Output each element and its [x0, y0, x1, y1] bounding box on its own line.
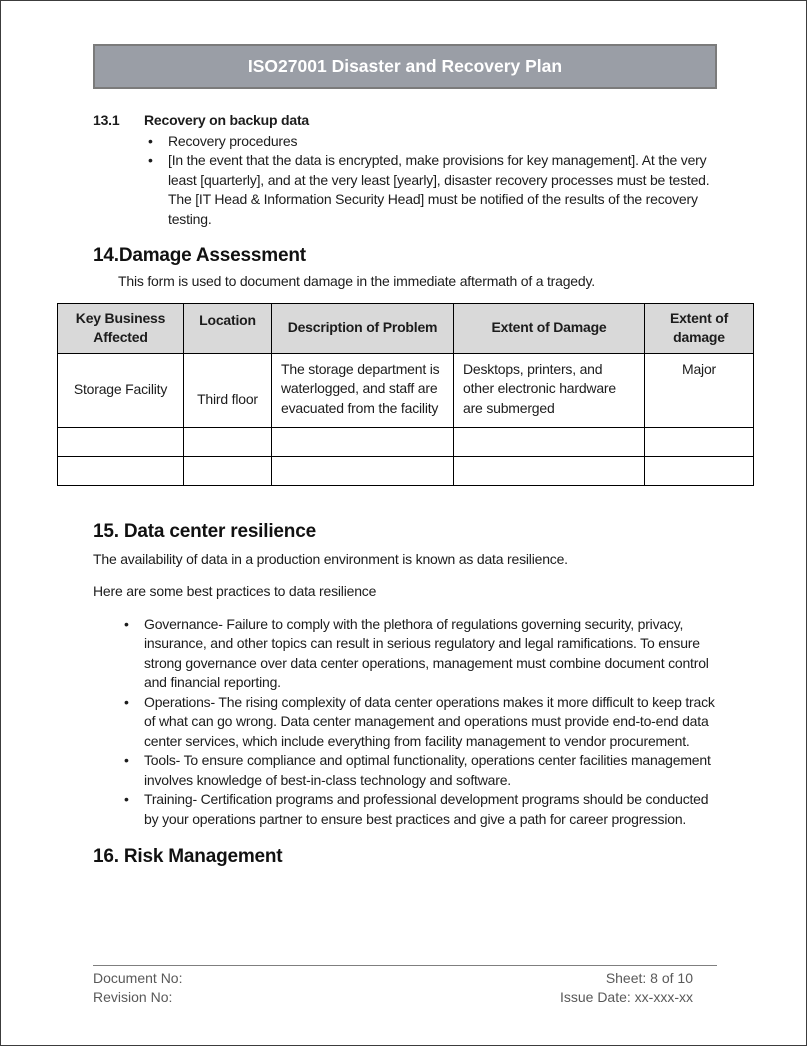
cell-extent-damage: Desktops, printers, and other electronic hardware are submerged: [454, 353, 645, 427]
table-row: [58, 353, 754, 427]
empty-cell: [58, 456, 184, 485]
damage-assessment-table: [57, 303, 754, 486]
revision-no-label: Revision No:: [93, 988, 173, 1005]
table-row: [58, 427, 754, 456]
list-item: • Training- Certification programs and professional development programs should be conducted by your operations partner to ensure best practices and give a path for career progression.: [123, 790, 717, 829]
footer-divider: [93, 965, 717, 966]
list-item: • Tools- To ensure compliance and optimal functionality, operations center facilities management involves knowledge of best-in-class technology and software.: [123, 751, 717, 790]
section-15-bullet-list: [123, 615, 717, 830]
section-15-paragraph: Here are some best practices to data resilience: [93, 583, 377, 599]
table-header-extent-damage: Extent of Damage: [454, 303, 645, 353]
document-title-banner: [93, 44, 717, 89]
empty-cell: [645, 456, 754, 485]
list-item: • [In the event that the data is encrypted, make provisions for key management]. At the very least [quarterly], and at the very least [yearly], disaster recovery processes must be tested. The [IT Head & Information Security Head] must be notified of the results of the recovery testing.: [147, 151, 717, 229]
section-13-1-heading: [93, 111, 717, 131]
section-15-paragraph: The availability of data in a production environment is known as data resilience.: [93, 550, 568, 567]
cell-description: The storage department is waterlogged, and staff are evacuated from the facility: [272, 353, 454, 427]
document-no-label: Document No:: [93, 970, 183, 986]
empty-cell: [272, 427, 454, 456]
footer-left: [93, 969, 182, 1006]
empty-cell: [645, 427, 754, 456]
list-item: • Governance- Failure to comply with the plethora of regulations governing security, privacy, insurance, and other topics can result in serious regulatory and legal ramifications. To ensure strong governance over data center operations, management must combine document control and financial reporting.: [123, 615, 717, 693]
section-13-1-number: 13.1: [93, 112, 120, 128]
cell-key-business: Storage Facility: [58, 353, 184, 427]
section-13-1-title: Recovery on backup data: [144, 112, 310, 128]
document-content: [1, 1, 806, 869]
issue-date: Issue Date: xx-xxx-xx: [559, 988, 693, 1005]
table-header-location: Location: [184, 303, 272, 353]
empty-cell: [184, 427, 272, 456]
footer-right: [560, 969, 717, 1006]
cell-extent-damage-2: Major: [645, 353, 754, 427]
section-14-intro: This form is used to document damage in the immediate aftermath of a tragedy.: [118, 273, 595, 289]
empty-cell: [58, 427, 184, 456]
table-row: [58, 456, 754, 485]
section-14-heading: 14.Damage Assessment: [93, 245, 306, 266]
list-item: • Operations- The rising complexity of data center operations makes it more difficult to keep track of what can go wrong. Data center management and operations must provide end-to-end data center services, which include everything from facility management to vendor procurement.: [123, 693, 717, 752]
cell-location: Third floor: [184, 353, 272, 427]
table-header-description: Description of Problem: [272, 303, 454, 353]
footer-columns: [93, 969, 717, 1006]
table-header-key-business: Key Business Affected: [58, 303, 184, 353]
empty-cell: [184, 456, 272, 485]
empty-cell: [272, 456, 454, 485]
empty-cell: [454, 427, 645, 456]
table-header-extent-damage-2: Extent of damage: [645, 303, 754, 353]
empty-cell: [454, 456, 645, 485]
sheet-number: Sheet: 8 of 10: [605, 970, 693, 986]
section-16-heading: 16. Risk Management: [93, 846, 283, 867]
section-13-1-bullet-list: [147, 132, 717, 230]
table-header-row: [58, 303, 754, 353]
section-15-heading: 15. Data center resilience: [93, 520, 316, 542]
page-footer: [93, 965, 717, 1006]
document-title: ISO27001 Disaster and Recovery Plan: [247, 55, 563, 76]
list-item: • Recovery procedures: [147, 132, 717, 152]
